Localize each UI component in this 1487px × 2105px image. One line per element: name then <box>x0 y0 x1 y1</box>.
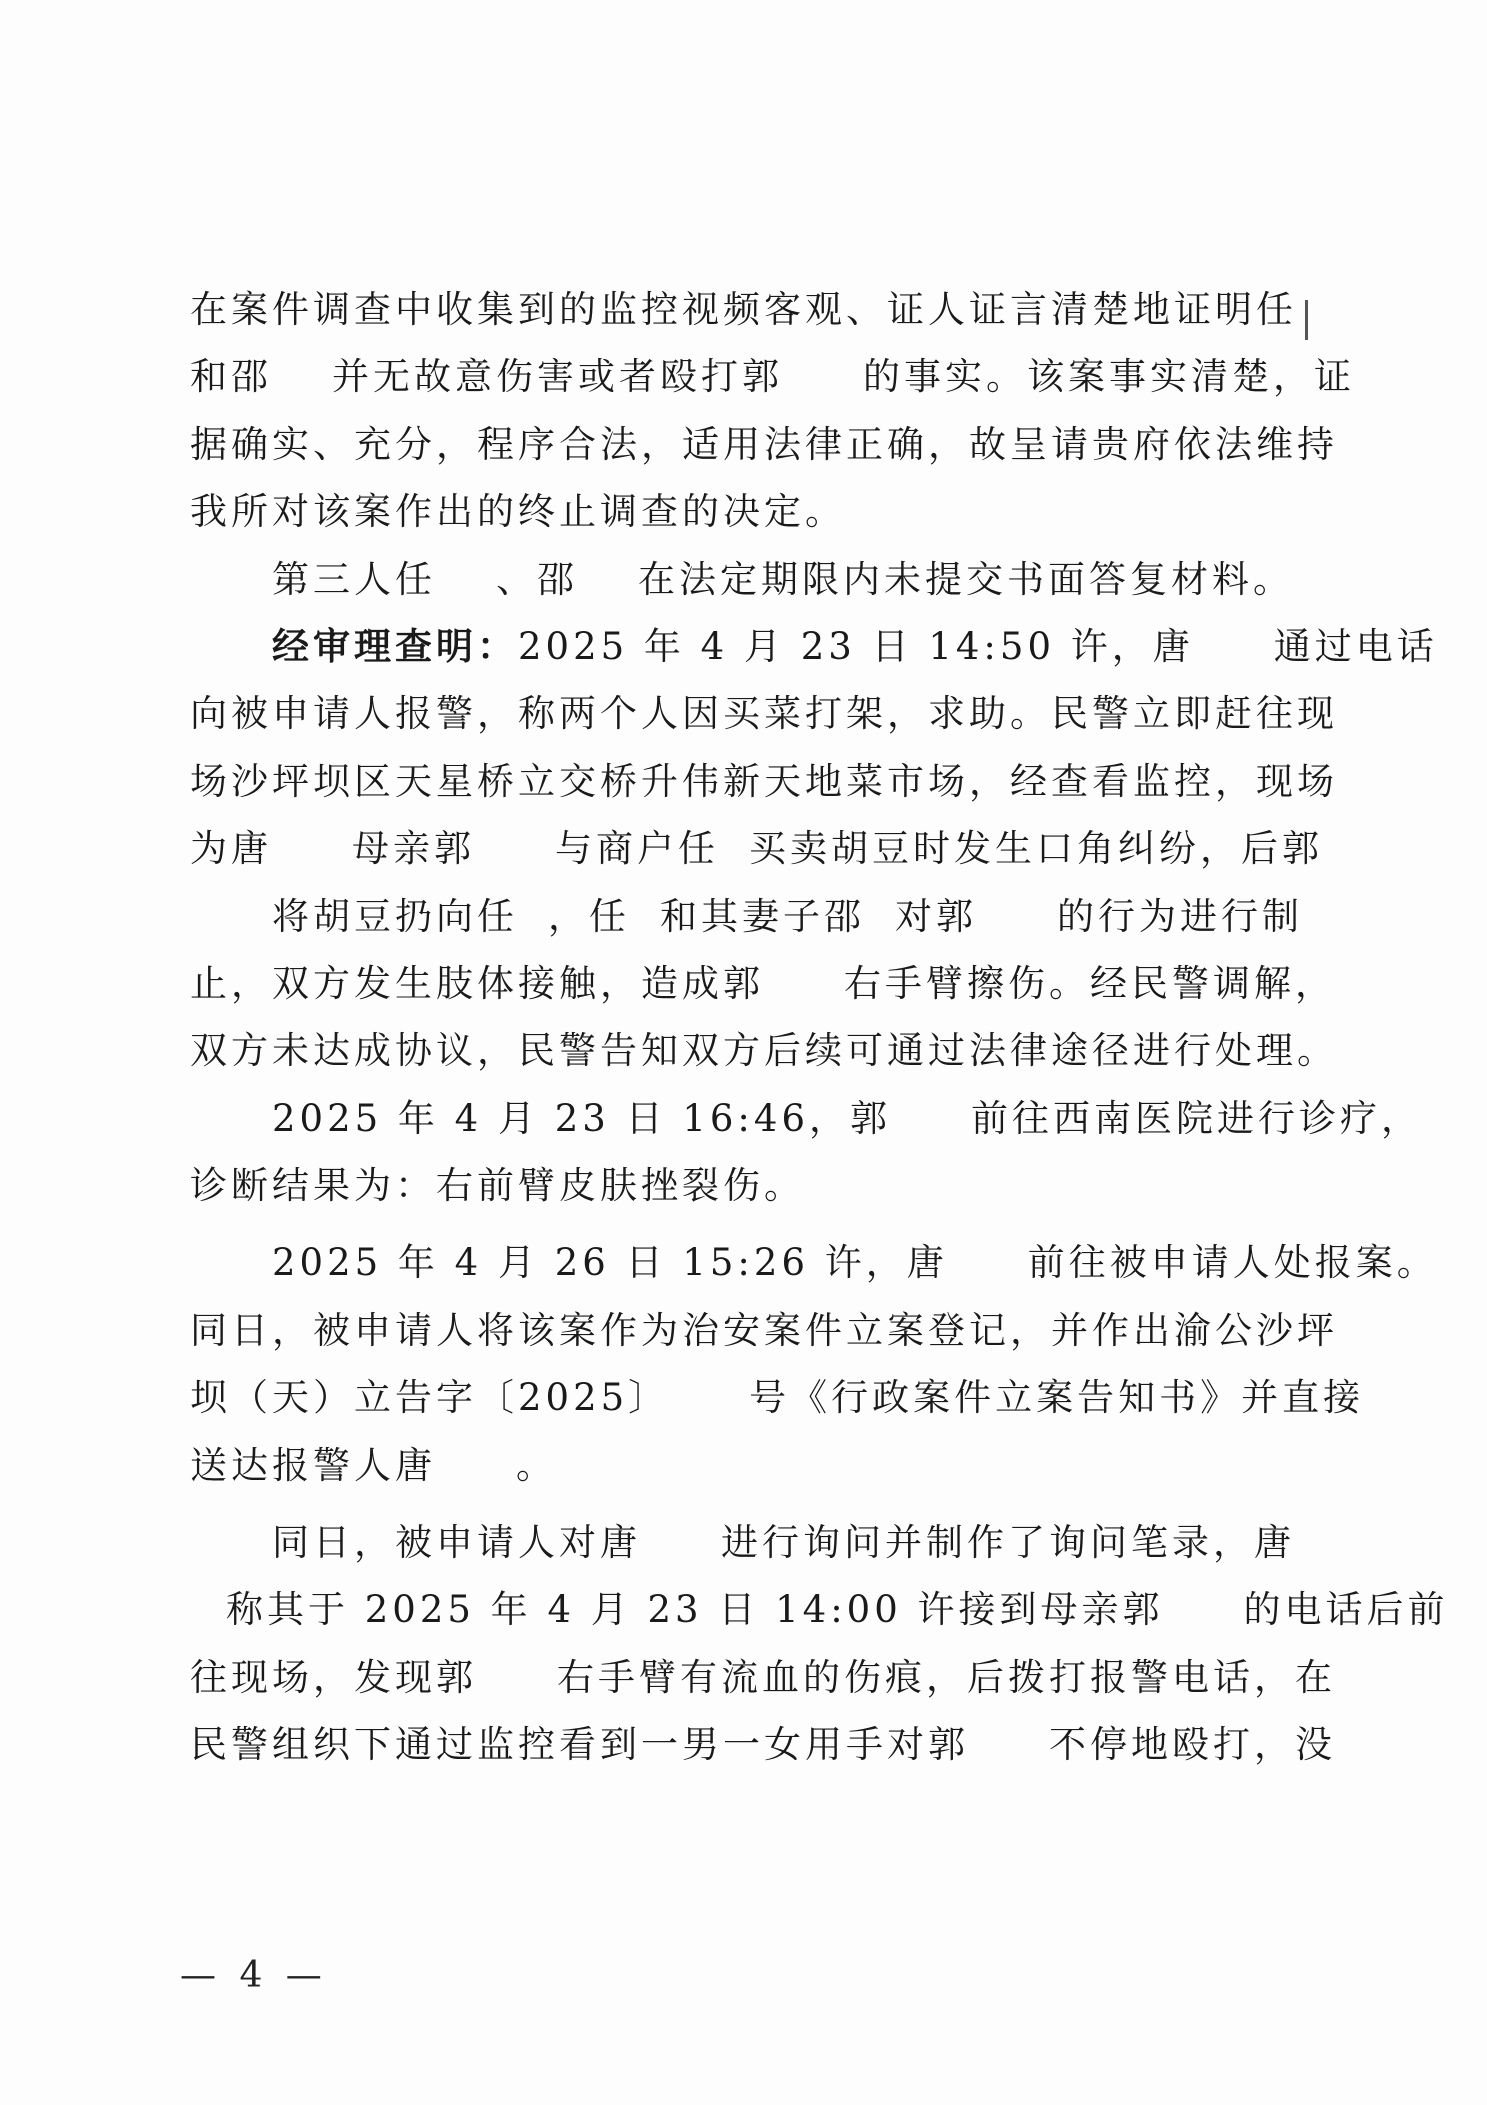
document-body <box>190 276 1449 1779</box>
text-segment: ，任 <box>548 894 630 938</box>
text-segment: 、邵 <box>496 557 578 601</box>
text-line <box>190 680 1338 747</box>
text-segment: 2025 年 4 月 23 日 16:46，郭 <box>272 1096 891 1140</box>
text-segment: 不停地殴打，没 <box>1049 1723 1336 1767</box>
text-segment: 称其于 2025 年 4 月 23 日 14:00 许接到母亲郭 <box>226 1588 1164 1632</box>
text-segment: 母亲郭 <box>352 827 475 871</box>
text-segment: 双方未达成协议，民警告知双方后续可通过法律途径进行处理。 <box>190 1029 1338 1073</box>
text-segment: 同日，被申请人对唐 <box>272 1521 641 1565</box>
text-line <box>190 1576 1449 1643</box>
text-segment: 的行为进行制 <box>1057 894 1303 938</box>
text-segment: 在法定期限内未提交书面答复材料。 <box>638 557 1294 601</box>
text-segment: 与商户任 <box>555 827 719 871</box>
text-line <box>190 478 1310 545</box>
text-segment: 前往被申请人处报案。 <box>1027 1241 1438 1285</box>
text-segment: 号《行政案件立案告知书》并直接 <box>749 1376 1365 1420</box>
text-segment: 右手臂有流血的伤痕，后拨打报警电话，在 <box>557 1655 1336 1699</box>
text-segment: 。 <box>516 1443 557 1487</box>
text-segment: 的电话后前 <box>1243 1588 1449 1632</box>
text-segment: 买卖胡豆时发生口角纠纷，后郭 <box>749 827 1323 871</box>
text-segment: 在案件调查中收集到的监控视频客观、证人证言清楚地证明任 <box>190 288 1297 331</box>
text-line <box>190 1509 1310 1576</box>
text-segment: 为唐 <box>190 827 272 871</box>
text-segment: 送达报警人唐 <box>190 1443 436 1487</box>
text-segment: 据确实、充分，程序合法，适用法律正确，故呈请贵府依法维持 <box>190 422 1338 466</box>
text-segment: 前往西南医院进行诊疗， <box>970 1096 1422 1140</box>
text-line <box>190 343 1355 410</box>
text-segment: 的事实。该案事实清楚，证 <box>863 355 1355 399</box>
text-segment: 2025 年 4 月 23 日 14:50 许，唐 <box>518 624 1194 668</box>
text-segment: 往现场，发现郭 <box>190 1655 477 1699</box>
text-line <box>190 815 1323 882</box>
text-line <box>190 411 1338 478</box>
text-segment: 和邵 <box>190 355 272 399</box>
text-line <box>190 613 1438 680</box>
text-segment: 将胡豆扔向任 <box>272 894 518 938</box>
section-heading: 经审理查明： <box>272 623 518 668</box>
text-line <box>190 1152 1310 1219</box>
text-line <box>190 1017 1338 1084</box>
text-line <box>190 1364 1365 1431</box>
text-segment: 诊断结果为：右前臂皮肤挫裂伤。 <box>190 1164 805 1208</box>
text-segment: 我所对该案作出的终止调查的决定。 <box>190 490 846 534</box>
text-line <box>190 276 1310 343</box>
text-segment: 止，双方发生肢体接触，造成郭 <box>190 961 764 1005</box>
text-segment: 场沙坪坝区天星桥立交桥升伟新天地菜市场，经查看监控，现场 <box>190 759 1338 803</box>
text-segment: 并无故意伤害或者殴打郭 <box>332 355 783 399</box>
text-segment: 向被申请人报警，称两个人因买菜打架，求助。民警立即赶往现 <box>190 692 1338 736</box>
text-segment: 和其妻子邵 <box>660 894 865 938</box>
text-segment: 2025 年 4 月 26 日 15:26 许，唐 <box>272 1241 948 1285</box>
text-line <box>190 1297 1338 1364</box>
text-line <box>190 1229 1438 1296</box>
text-segment: 通过电话 <box>1273 624 1438 668</box>
page-number: — 4 — <box>180 1955 328 1996</box>
text-line <box>190 546 1310 613</box>
text-segment: 坝（天）立告字〔2025〕 <box>190 1376 670 1420</box>
text-line <box>190 883 1310 950</box>
text-segment: 同日，被申请人将该案作为治安案件立案登记，并作出渝公沙坪 <box>190 1308 1338 1352</box>
text-segment: 第三人任 <box>272 557 436 601</box>
text-line <box>190 950 1336 1017</box>
text-segment: 进行询问并制作了询问笔录，唐 <box>721 1521 1295 1565</box>
text-line <box>190 1711 1336 1778</box>
text-line <box>190 1644 1336 1711</box>
text-line <box>190 1085 1422 1152</box>
text-line <box>190 748 1338 815</box>
text-line <box>190 1432 1310 1499</box>
text-segment: 右手臂擦伤。经民警调解， <box>844 961 1336 1005</box>
text-segment: 民警组织下通过监控看到一男一女用手对郭 <box>190 1723 969 1767</box>
text-segment: 对郭 <box>895 894 977 938</box>
